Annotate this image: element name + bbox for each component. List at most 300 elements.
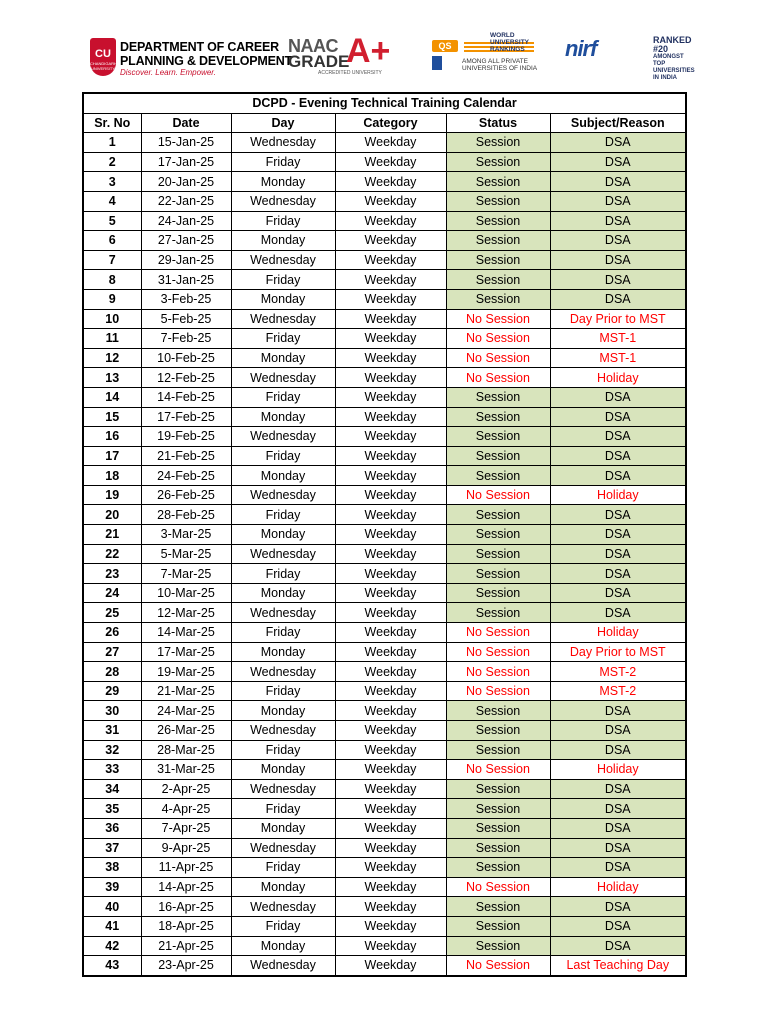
qs-subtext: [462, 58, 537, 72]
nirf-logo: [565, 32, 695, 80]
reason-cell: DSA: [550, 701, 686, 721]
date-cell: 26-Feb-25: [141, 485, 231, 505]
sr-no-cell: 39: [83, 877, 141, 897]
table-row: [83, 172, 686, 192]
status-cell: Session: [446, 818, 550, 838]
date-cell: 17-Feb-25: [141, 407, 231, 427]
reason-cell: DSA: [550, 799, 686, 819]
reason-cell: DSA: [550, 211, 686, 231]
table-row: [83, 799, 686, 819]
reason-cell: DSA: [550, 721, 686, 741]
date-cell: 5-Mar-25: [141, 544, 231, 564]
reason-cell: DSA: [550, 564, 686, 584]
naac-word: NAAC: [288, 36, 338, 56]
date-cell: 14-Mar-25: [141, 623, 231, 643]
sr-no-cell: 32: [83, 740, 141, 760]
column-header: Status: [446, 113, 550, 133]
reason-cell: DSA: [550, 387, 686, 407]
category-cell: Weekday: [335, 838, 446, 858]
category-cell: Weekday: [335, 368, 446, 388]
qs-accent-icon: [432, 56, 442, 70]
table-row: [83, 779, 686, 799]
table-row: [83, 211, 686, 231]
sr-no-cell: 29: [83, 681, 141, 701]
day-cell: Wednesday: [231, 368, 335, 388]
table-row: [83, 446, 686, 466]
day-cell: Monday: [231, 701, 335, 721]
sr-no-cell: 40: [83, 897, 141, 917]
sr-no-cell: 34: [83, 779, 141, 799]
reason-cell: DSA: [550, 838, 686, 858]
date-cell: 14-Feb-25: [141, 387, 231, 407]
status-cell: Session: [446, 172, 550, 192]
date-cell: 24-Mar-25: [141, 701, 231, 721]
status-cell: Session: [446, 701, 550, 721]
reason-cell: DSA: [550, 916, 686, 936]
category-cell: Weekday: [335, 623, 446, 643]
qs-mark-icon: QS: [432, 40, 458, 52]
nirf-rank: [653, 36, 695, 82]
category-cell: Weekday: [335, 740, 446, 760]
day-cell: Friday: [231, 740, 335, 760]
status-cell: Session: [446, 544, 550, 564]
status-cell: Session: [446, 779, 550, 799]
day-cell: Wednesday: [231, 662, 335, 682]
category-cell: Weekday: [335, 779, 446, 799]
qs-rankings-logo: [430, 32, 540, 80]
column-header: Date: [141, 113, 231, 133]
category-cell: Weekday: [335, 858, 446, 878]
sr-no-cell: 7: [83, 250, 141, 270]
day-cell: Friday: [231, 858, 335, 878]
reason-cell: DSA: [550, 858, 686, 878]
status-cell: Session: [446, 603, 550, 623]
date-cell: 31-Mar-25: [141, 760, 231, 780]
date-cell: 20-Jan-25: [141, 172, 231, 192]
day-cell: Wednesday: [231, 779, 335, 799]
reason-cell: MST-2: [550, 681, 686, 701]
reason-cell: Day Prior to MST: [550, 642, 686, 662]
day-cell: Monday: [231, 466, 335, 486]
reason-cell: Holiday: [550, 623, 686, 643]
category-cell: Weekday: [335, 897, 446, 917]
day-cell: Wednesday: [231, 603, 335, 623]
status-cell: No Session: [446, 877, 550, 897]
table-row: [83, 348, 686, 368]
date-cell: 21-Apr-25: [141, 936, 231, 956]
category-cell: Weekday: [335, 877, 446, 897]
sr-no-cell: 21: [83, 525, 141, 545]
reason-cell: DSA: [550, 544, 686, 564]
status-cell: No Session: [446, 329, 550, 349]
date-cell: 24-Feb-25: [141, 466, 231, 486]
category-cell: Weekday: [335, 681, 446, 701]
date-cell: 24-Jan-25: [141, 211, 231, 231]
status-cell: Session: [446, 838, 550, 858]
category-cell: Weekday: [335, 916, 446, 936]
status-cell: Session: [446, 270, 550, 290]
sr-no-cell: 15: [83, 407, 141, 427]
day-cell: Wednesday: [231, 721, 335, 741]
category-cell: Weekday: [335, 289, 446, 309]
table-body: [83, 133, 686, 976]
header-logos: [80, 32, 695, 82]
reason-cell: MST-1: [550, 329, 686, 349]
nirf-rank-sub3: IN INDIA: [653, 75, 677, 81]
reason-cell: Holiday: [550, 877, 686, 897]
day-cell: Friday: [231, 505, 335, 525]
day-cell: Wednesday: [231, 133, 335, 153]
cu-shield-subtext: CHANDIGARH UNIVERSITY: [90, 61, 117, 71]
category-cell: Weekday: [335, 642, 446, 662]
table-row: [83, 270, 686, 290]
training-calendar-table: [82, 92, 687, 977]
column-header: Category: [335, 113, 446, 133]
status-cell: Session: [446, 799, 550, 819]
reason-cell: DSA: [550, 897, 686, 917]
reason-cell: DSA: [550, 936, 686, 956]
date-cell: 14-Apr-25: [141, 877, 231, 897]
category-cell: Weekday: [335, 270, 446, 290]
day-cell: Monday: [231, 289, 335, 309]
status-cell: No Session: [446, 760, 550, 780]
status-cell: No Session: [446, 348, 550, 368]
status-cell: Session: [446, 858, 550, 878]
day-cell: Wednesday: [231, 897, 335, 917]
date-cell: 17-Mar-25: [141, 642, 231, 662]
sr-no-cell: 8: [83, 270, 141, 290]
day-cell: Friday: [231, 564, 335, 584]
sr-no-cell: 2: [83, 152, 141, 172]
status-cell: Session: [446, 721, 550, 741]
category-cell: Weekday: [335, 466, 446, 486]
day-cell: Friday: [231, 623, 335, 643]
column-header: Sr. No: [83, 113, 141, 133]
table-row: [83, 466, 686, 486]
sr-no-cell: 17: [83, 446, 141, 466]
status-cell: Session: [446, 564, 550, 584]
table-row: [83, 289, 686, 309]
table-row: [83, 936, 686, 956]
date-cell: 19-Feb-25: [141, 427, 231, 447]
date-cell: 28-Feb-25: [141, 505, 231, 525]
sr-no-cell: 24: [83, 583, 141, 603]
reason-cell: DSA: [550, 427, 686, 447]
category-cell: Weekday: [335, 152, 446, 172]
naac-logo: [288, 32, 398, 80]
sr-no-cell: 5: [83, 211, 141, 231]
column-header: Day: [231, 113, 335, 133]
reason-cell: DSA: [550, 525, 686, 545]
reason-cell: DSA: [550, 505, 686, 525]
dcpd-logo: [90, 32, 292, 80]
day-cell: Monday: [231, 877, 335, 897]
reason-cell: DSA: [550, 818, 686, 838]
date-cell: 16-Apr-25: [141, 897, 231, 917]
sr-no-cell: 1: [83, 133, 141, 153]
table-row: [83, 368, 686, 388]
sr-no-cell: 4: [83, 191, 141, 211]
day-cell: Friday: [231, 799, 335, 819]
date-cell: 21-Mar-25: [141, 681, 231, 701]
cu-shield-text: CU: [95, 48, 111, 60]
status-cell: Session: [446, 505, 550, 525]
date-cell: 7-Mar-25: [141, 564, 231, 584]
status-cell: Session: [446, 133, 550, 153]
dept-name-line2: PLANNING & DEVELOPMENT: [120, 54, 292, 68]
status-cell: No Session: [446, 368, 550, 388]
status-cell: Session: [446, 525, 550, 545]
naac-subtext: ACCREDITED UNIVERSITY: [318, 70, 382, 76]
category-cell: Weekday: [335, 505, 446, 525]
date-cell: 7-Apr-25: [141, 818, 231, 838]
sr-no-cell: 38: [83, 858, 141, 878]
day-cell: Friday: [231, 387, 335, 407]
table-row: [83, 956, 686, 976]
reason-cell: Last Teaching Day: [550, 956, 686, 976]
reason-cell: DSA: [550, 289, 686, 309]
day-cell: Monday: [231, 407, 335, 427]
date-cell: 19-Mar-25: [141, 662, 231, 682]
day-cell: Wednesday: [231, 956, 335, 976]
table-row: [83, 407, 686, 427]
date-cell: 31-Jan-25: [141, 270, 231, 290]
day-cell: Monday: [231, 936, 335, 956]
table-row: [83, 250, 686, 270]
sr-no-cell: 18: [83, 466, 141, 486]
sr-no-cell: 19: [83, 485, 141, 505]
status-cell: Session: [446, 250, 550, 270]
day-cell: Monday: [231, 172, 335, 192]
day-cell: Wednesday: [231, 250, 335, 270]
status-cell: Session: [446, 740, 550, 760]
category-cell: Weekday: [335, 799, 446, 819]
category-cell: Weekday: [335, 427, 446, 447]
nirf-rank-sub2: UNIVERSITIES: [653, 68, 695, 74]
date-cell: 18-Apr-25: [141, 916, 231, 936]
sr-no-cell: 12: [83, 348, 141, 368]
category-cell: Weekday: [335, 525, 446, 545]
reason-cell: DSA: [550, 446, 686, 466]
sr-no-cell: 23: [83, 564, 141, 584]
table-row: [83, 662, 686, 682]
category-cell: Weekday: [335, 309, 446, 329]
date-cell: 12-Feb-25: [141, 368, 231, 388]
category-cell: Weekday: [335, 662, 446, 682]
reason-cell: DSA: [550, 172, 686, 192]
date-cell: 11-Apr-25: [141, 858, 231, 878]
reason-cell: DSA: [550, 191, 686, 211]
table-row: [83, 387, 686, 407]
date-cell: 12-Mar-25: [141, 603, 231, 623]
table-row: [83, 740, 686, 760]
nirf-rank-sub1: AMONGST TOP: [653, 54, 684, 67]
table-row: [83, 897, 686, 917]
table-row: [83, 681, 686, 701]
sr-no-cell: 31: [83, 721, 141, 741]
category-cell: Weekday: [335, 231, 446, 251]
table-row: [83, 838, 686, 858]
reason-cell: DSA: [550, 583, 686, 603]
reason-cell: MST-1: [550, 348, 686, 368]
table-row: [83, 583, 686, 603]
day-cell: Friday: [231, 270, 335, 290]
reason-cell: Holiday: [550, 760, 686, 780]
reason-cell: DSA: [550, 603, 686, 623]
sr-no-cell: 11: [83, 329, 141, 349]
day-cell: Monday: [231, 583, 335, 603]
table-row: [83, 760, 686, 780]
status-cell: Session: [446, 446, 550, 466]
category-cell: Weekday: [335, 387, 446, 407]
sr-no-cell: 10: [83, 309, 141, 329]
category-cell: Weekday: [335, 485, 446, 505]
table-row: [83, 623, 686, 643]
category-cell: Weekday: [335, 191, 446, 211]
table-row: [83, 485, 686, 505]
category-cell: Weekday: [335, 407, 446, 427]
day-cell: Wednesday: [231, 485, 335, 505]
status-cell: No Session: [446, 681, 550, 701]
status-cell: Session: [446, 191, 550, 211]
date-cell: 10-Mar-25: [141, 583, 231, 603]
day-cell: Monday: [231, 760, 335, 780]
table-header-row: [83, 113, 686, 133]
reason-cell: Holiday: [550, 368, 686, 388]
date-cell: 5-Feb-25: [141, 309, 231, 329]
dept-tagline: Discover. Learn. Empower.: [120, 68, 216, 77]
day-cell: Wednesday: [231, 838, 335, 858]
reason-cell: DSA: [550, 231, 686, 251]
status-cell: No Session: [446, 642, 550, 662]
status-cell: No Session: [446, 485, 550, 505]
sr-no-cell: 35: [83, 799, 141, 819]
table-row: [83, 642, 686, 662]
status-cell: Session: [446, 231, 550, 251]
table-row: [83, 916, 686, 936]
day-cell: Wednesday: [231, 309, 335, 329]
date-cell: 28-Mar-25: [141, 740, 231, 760]
table-row: [83, 544, 686, 564]
reason-cell: DSA: [550, 133, 686, 153]
table-title: DCPD - Evening Technical Training Calendar: [83, 93, 686, 113]
status-cell: Session: [446, 387, 550, 407]
category-cell: Weekday: [335, 348, 446, 368]
category-cell: Weekday: [335, 936, 446, 956]
table-row: [83, 231, 686, 251]
qs-title: WORLD UNIVERSITY RANKINGS: [490, 32, 529, 53]
reason-cell: DSA: [550, 740, 686, 760]
status-cell: Session: [446, 407, 550, 427]
sr-no-cell: 43: [83, 956, 141, 976]
category-cell: Weekday: [335, 329, 446, 349]
category-cell: Weekday: [335, 721, 446, 741]
day-cell: Monday: [231, 818, 335, 838]
table-row: [83, 564, 686, 584]
table-row: [83, 505, 686, 525]
reason-cell: Holiday: [550, 485, 686, 505]
category-cell: Weekday: [335, 172, 446, 192]
sr-no-cell: 36: [83, 818, 141, 838]
date-cell: 21-Feb-25: [141, 446, 231, 466]
date-cell: 27-Jan-25: [141, 231, 231, 251]
status-cell: No Session: [446, 662, 550, 682]
nirf-word: nirf: [565, 36, 597, 61]
day-cell: Friday: [231, 446, 335, 466]
table-row: [83, 152, 686, 172]
table-row: [83, 309, 686, 329]
date-cell: 22-Jan-25: [141, 191, 231, 211]
category-cell: Weekday: [335, 603, 446, 623]
sr-no-cell: 42: [83, 936, 141, 956]
sr-no-cell: 26: [83, 623, 141, 643]
category-cell: Weekday: [335, 701, 446, 721]
sr-no-cell: 37: [83, 838, 141, 858]
day-cell: Wednesday: [231, 544, 335, 564]
qs-subtext-line2: UNIVERSITIES OF INDIA: [462, 65, 538, 72]
reason-cell: MST-2: [550, 662, 686, 682]
reason-cell: DSA: [550, 779, 686, 799]
day-cell: Monday: [231, 231, 335, 251]
date-cell: 4-Apr-25: [141, 799, 231, 819]
category-cell: Weekday: [335, 956, 446, 976]
sr-no-cell: 6: [83, 231, 141, 251]
reason-cell: Day Prior to MST: [550, 309, 686, 329]
date-cell: 9-Apr-25: [141, 838, 231, 858]
day-cell: Monday: [231, 525, 335, 545]
table-row: [83, 603, 686, 623]
day-cell: Wednesday: [231, 427, 335, 447]
table-title-row: [83, 93, 686, 113]
reason-cell: DSA: [550, 407, 686, 427]
table-row: [83, 427, 686, 447]
cu-shield-icon: [90, 38, 116, 76]
dept-name-line1: DEPARTMENT OF CAREER: [120, 40, 279, 54]
sr-no-cell: 28: [83, 662, 141, 682]
naac-grade-value: A+: [346, 32, 391, 70]
category-cell: Weekday: [335, 250, 446, 270]
date-cell: 17-Jan-25: [141, 152, 231, 172]
table-row: [83, 525, 686, 545]
date-cell: 26-Mar-25: [141, 721, 231, 741]
sr-no-cell: 9: [83, 289, 141, 309]
category-cell: Weekday: [335, 760, 446, 780]
table-row: [83, 877, 686, 897]
sr-no-cell: 33: [83, 760, 141, 780]
table-row: [83, 329, 686, 349]
reason-cell: DSA: [550, 250, 686, 270]
table-row: [83, 858, 686, 878]
day-cell: Friday: [231, 916, 335, 936]
sr-no-cell: 3: [83, 172, 141, 192]
sr-no-cell: 20: [83, 505, 141, 525]
category-cell: Weekday: [335, 211, 446, 231]
status-cell: No Session: [446, 623, 550, 643]
category-cell: Weekday: [335, 564, 446, 584]
reason-cell: DSA: [550, 152, 686, 172]
table-row: [83, 721, 686, 741]
sr-no-cell: 30: [83, 701, 141, 721]
day-cell: Monday: [231, 348, 335, 368]
day-cell: Wednesday: [231, 191, 335, 211]
sr-no-cell: 13: [83, 368, 141, 388]
date-cell: 15-Jan-25: [141, 133, 231, 153]
table-row: [83, 191, 686, 211]
category-cell: Weekday: [335, 446, 446, 466]
sr-no-cell: 22: [83, 544, 141, 564]
sr-no-cell: 27: [83, 642, 141, 662]
status-cell: Session: [446, 152, 550, 172]
